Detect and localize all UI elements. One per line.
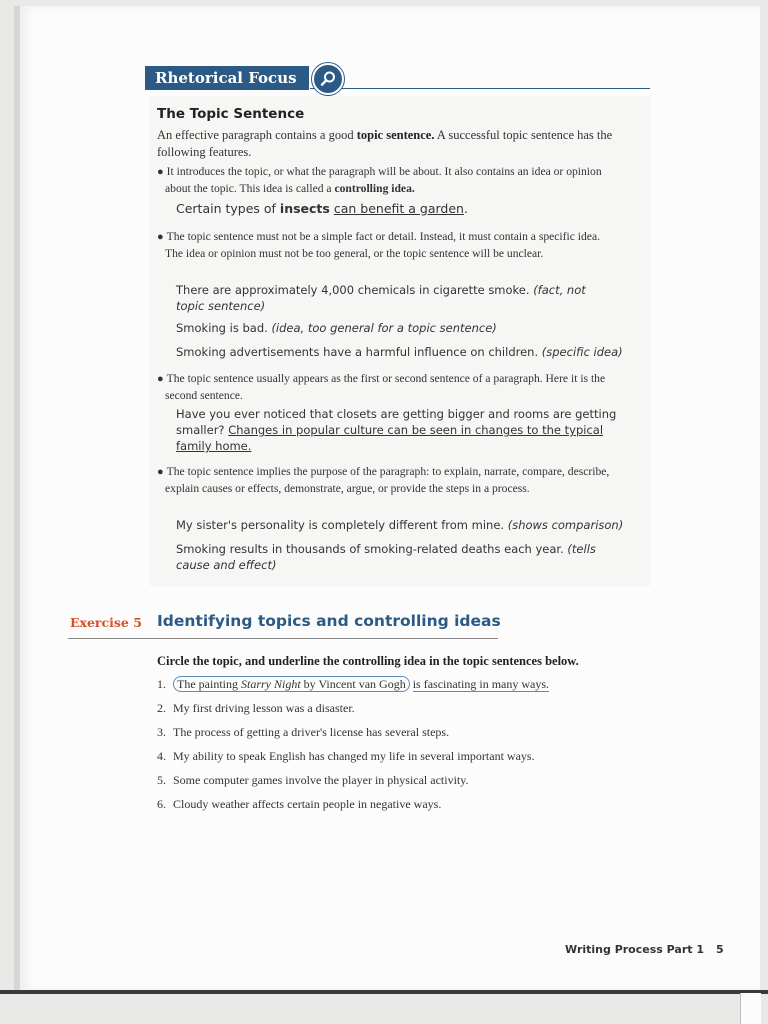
- example-sentence: My sister's personality is completely different from mine. (shows comparison): [176, 518, 624, 532]
- bullet-item: ● The topic sentence implies the purpose of the paragraph: to explain, narrate, compare, describe, explain causes or effects, demonstrate, argue, or provide the steps in a process.: [157, 465, 610, 495]
- exercise-instruction: Circle the topic, and underline the controlling idea in the topic sentences below.: [157, 654, 579, 668]
- magnifier-icon: [312, 63, 344, 95]
- exercise-title: Identifying topics and controlling ideas: [157, 612, 501, 630]
- exercise-item: 6. Cloudy weather affects certain people in negative ways.: [157, 797, 442, 811]
- page-number: 5: [716, 943, 724, 956]
- example-sentence: Smoking results in thousands of smoking-related deaths each year. (tells cause and effect): [176, 542, 596, 572]
- bullet-item: ● The topic sentence must not be a simple fact or detail. Instead, it must contain a specific idea. The idea or opinion must not be too general, or the topic sentence will be unclear.: [157, 230, 600, 260]
- banner-rule: [310, 88, 650, 89]
- underlined-controlling-idea: is fascinating in many ways.: [412, 677, 550, 691]
- exercise-item: 2. My first driving lesson was a disaster.: [157, 701, 355, 715]
- example-sentence: Smoking advertisements have a harmful influence on children. (specific idea): [176, 345, 623, 359]
- bullet-item: ● The topic sentence usually appears as the first or second sentence of a paragraph. Here it is the second sentence.: [157, 372, 606, 402]
- bullet-item: ● It introduces the topic, or what the paragraph will be about. It also contains an idea or opinion about the topic. This idea is called a controlling idea.: [157, 165, 602, 195]
- exercise-label: Exercise 5: [70, 615, 142, 630]
- example-sentence: Certain types of insects can benefit a garden.: [176, 201, 468, 216]
- page-bottom-edge: [0, 990, 768, 994]
- exercise-item: 1. The painting Starry Night by Vincent van Gogh is fascinating in many ways.: [157, 677, 550, 691]
- page-corner: [740, 993, 761, 1024]
- page-footer: Writing Process Part 1 5: [565, 943, 724, 956]
- exercise-rule: [68, 638, 498, 639]
- section-intro: An effective paragraph contains a good topic sentence. A successful topic sentence has the following features.: [157, 128, 613, 159]
- example-paragraph: Have you ever noticed that closets are getting bigger and rooms are getting smaller? Changes in popular culture can be seen in changes to the typical family home.: [176, 407, 617, 453]
- exercise-item: 4. My ability to speak English has changed my life in several important ways.: [157, 749, 535, 763]
- circled-topic: The painting Starry Night by Vincent van Gogh: [173, 676, 410, 692]
- section-title: The Topic Sentence: [157, 106, 305, 122]
- example-sentence: There are approximately 4,000 chemicals in cigarette smoke. (fact, not topic sentence): [176, 283, 586, 313]
- exercise-item: 3. The process of getting a driver's license has several steps.: [157, 725, 450, 739]
- exercise-item: 5. Some computer games involve the player in physical activity.: [157, 773, 469, 787]
- example-sentence: Smoking is bad. (idea, too general for a topic sentence): [176, 321, 497, 335]
- rhetorical-focus-banner: Rhetorical Focus: [145, 66, 309, 90]
